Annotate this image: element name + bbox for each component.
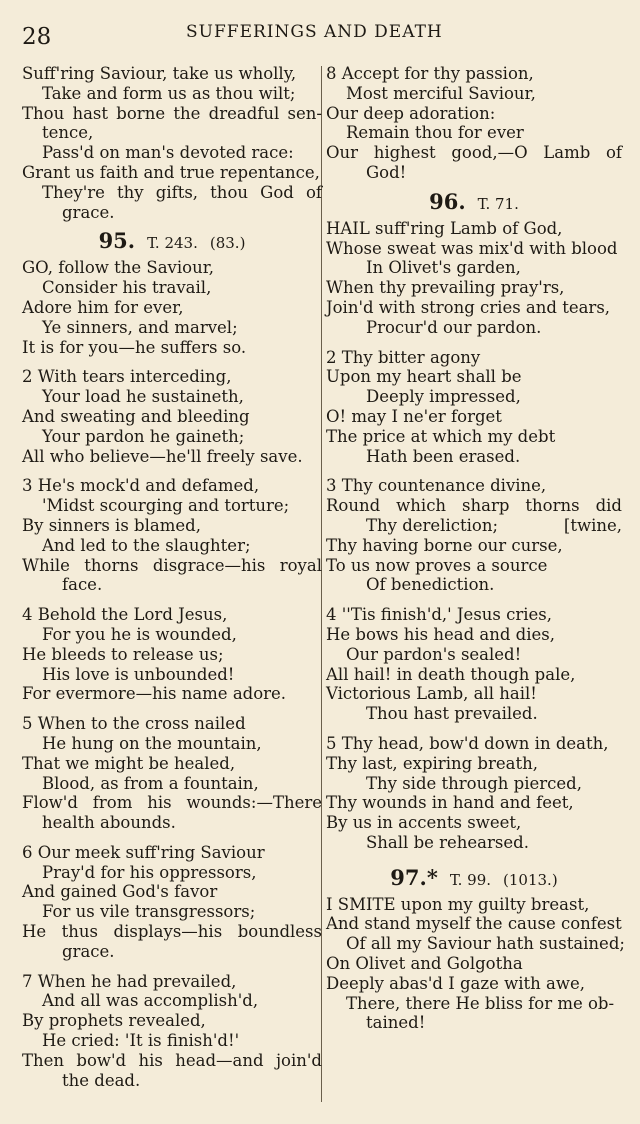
verse-line: 4 Behold the Lord Jesus, [22, 605, 228, 625]
tune-ref: T. 99. [449, 870, 492, 889]
hymn-95-verse-6 [22, 843, 322, 962]
verse-line: Of benediction. [366, 575, 495, 595]
verse-line: Shall be rehearsed. [366, 832, 529, 852]
verse-line: 3 Thy countenance divine, [326, 476, 547, 496]
verse-line: Thy wounds in hand and feet, [326, 793, 574, 813]
verse-line: Most merciful Saviour, [346, 83, 536, 103]
verse-line: And all was accomplish'd, [42, 991, 259, 1011]
verse-line: Grant us faith and true repentance, [22, 162, 320, 182]
verse-line: Thou hast prevailed. [366, 704, 538, 724]
verse-line: Victorious Lamb, all hail! [326, 684, 537, 704]
verse-line: tence, [42, 123, 94, 143]
verse-line: By sinners is blamed, [22, 515, 201, 535]
left-column [22, 64, 322, 1090]
hymn-96-verse-1 [326, 219, 622, 338]
verse-line: Remain thou for ever [346, 123, 524, 143]
verse-line: When thy prevailing pray'rs, [326, 278, 565, 298]
verse-line: Take and form us as thou wilt; [42, 83, 296, 103]
verse-line: I SMITE upon my guilty breast, [326, 894, 590, 914]
hymn-97-heading [326, 865, 622, 891]
verse-line: 'Midst scourging and torture; [42, 496, 290, 516]
verse-line: Ye sinners, and marvel; [42, 317, 238, 337]
hymn-number: 95. [98, 228, 136, 254]
verse-line: There, there He bliss for me ob- [346, 993, 615, 1013]
right-column [326, 64, 625, 1033]
verse-line [326, 516, 622, 536]
tune-ref: T. 243. [147, 234, 198, 253]
hymn-ref: (1013.) [503, 870, 558, 889]
verse-line: His love is unbounded! [42, 664, 235, 684]
page-number: 28 [22, 24, 52, 50]
hymn-95-verse-1 [22, 258, 322, 357]
verse-line: Our highest good,—O Lamb of [326, 143, 622, 163]
verse-line: 2 With tears interceding, [22, 367, 232, 387]
hymn-96-verse-5 [326, 734, 622, 853]
verse-line: Our deep adoration: [326, 103, 496, 123]
verse-line: Hath been erased. [366, 446, 521, 466]
verse-line: It is for you—he suffers so. [22, 337, 247, 357]
hymn-95-verse-3 [22, 476, 322, 595]
verse-line: Thy last, expiring breath, [326, 753, 538, 773]
verse-line: 4 ''Tis finish'd,' Jesus cries, [326, 605, 553, 625]
hymn-95-heading [22, 228, 322, 254]
hymn-96-verse-4 [326, 605, 622, 724]
verse-line: face. [62, 575, 103, 595]
verse-line: All who believe—he'll freely save. [22, 446, 303, 466]
verse-line: Your pardon he gaineth; [42, 426, 245, 446]
verse-line: He hung on the mountain, [42, 733, 262, 753]
verse-line: tained! [366, 1013, 426, 1033]
verse-line: By us in accents sweet, [326, 813, 522, 833]
verse-line: And sweating and bleeding [22, 406, 250, 426]
hymn-95-verse-7 [22, 972, 322, 1091]
hymn-95-verse-8 [326, 64, 622, 183]
verse-line: Suff'ring Saviour, take us wholly, [22, 64, 297, 83]
verse-line-text: Thy dereliction; [366, 515, 498, 535]
verse-line: He cried: 'It is finish'd!' [42, 1031, 240, 1051]
verse-line: 5 Thy head, bow'd down in death, [326, 733, 609, 753]
verse-line: grace. [62, 202, 115, 222]
verse-line: 8 Accept for thy passion, [326, 64, 534, 83]
verse-line: Round which sharp thorns did [326, 496, 622, 516]
verse-line: The price at which my debt [326, 426, 556, 446]
verse-line: Thy side through pierced, [366, 773, 582, 793]
hymn-97-verse-1 [326, 894, 625, 1034]
hymn-96-verse-2 [326, 348, 622, 467]
verse-line: Of all my Saviour hath sustained; [346, 934, 625, 954]
verse-line: He bows his head and dies, [326, 624, 555, 644]
verse-line: He thus displays—his boundless [22, 922, 322, 942]
verse-line: 7 When he had prevailed, [22, 971, 237, 991]
verse-line: In Olivet's garden, [366, 258, 521, 278]
verse-line: Deeply impressed, [366, 387, 521, 407]
verse-line: For you he is wounded, [42, 624, 237, 644]
verse-line: And led to the slaughter; [42, 535, 251, 555]
verse-line: And gained God's favor [22, 882, 218, 902]
hymn-96-heading [326, 189, 622, 215]
verse-line: 6 Our meek suff'ring Saviour [22, 842, 265, 862]
verse-line: Adore him for ever, [22, 297, 184, 317]
tune-ref: T. 71. [477, 194, 519, 213]
verse-line: 3 He's mock'd and defamed, [22, 476, 260, 496]
verse-line: Flow'd from his wounds:—There [22, 793, 322, 813]
verse-line: God! [366, 162, 407, 182]
verse-line: grace. [62, 941, 115, 961]
hymn-number: 97.* [390, 864, 438, 890]
verse-line: Blood, as from a fountain, [42, 773, 259, 793]
verse-line: Join'd with strong cries and tears, [326, 297, 611, 317]
verse-line: Procur'd our pardon. [366, 317, 542, 337]
verse-line: That we might be healed, [22, 753, 236, 773]
verse-line: For evermore—his name adore. [22, 684, 287, 704]
hymn-95-verse-5 [22, 714, 322, 833]
verse-line: Pass'd on man's devoted race: [42, 143, 294, 163]
hymn-95-verse-4 [22, 605, 322, 704]
hymn-96-verse-3 [326, 476, 622, 595]
verse-line: While thorns disgrace—his royal [22, 555, 322, 575]
verse-line: GO, follow the Saviour, [22, 258, 215, 278]
verse-line: Thou hast borne the dreadful sen- [22, 103, 322, 123]
hymn-95-verse-2 [22, 367, 322, 466]
verse-line: All hail! in death though pale, [326, 664, 576, 684]
hymn-number: 96. [429, 188, 466, 214]
verse-line: HAIL suff'ring Lamb of God, [326, 218, 563, 238]
verse-line: Thy having borne our curse, [326, 535, 563, 555]
verse-line: Deeply abas'd I gaze with awe, [326, 973, 585, 993]
turnover-text: [twine, [563, 515, 622, 535]
verse-line: 5 When to the cross nailed [22, 714, 246, 734]
verse-line: 2 Thy bitter agony [326, 347, 481, 367]
verse-line: Our pardon's sealed! [346, 644, 522, 664]
verse-line: the dead. [62, 1070, 141, 1090]
hymn-ref: (83.) [209, 234, 246, 253]
verse-line: And stand myself the cause confest [326, 914, 622, 934]
running-head: SUFFERINGS AND DEATH [186, 22, 443, 42]
verse-continuation [22, 64, 322, 222]
verse-line: Consider his travail, [42, 278, 212, 298]
verse-line: They're thy gifts, thou God of [42, 182, 322, 202]
verse-line: To us now proves a source [326, 555, 548, 575]
verse-line: O! may I ne'er forget [326, 406, 502, 426]
verse-line: He bleeds to release us; [22, 644, 224, 664]
verse-line: Pray'd for his oppressors, [42, 862, 257, 882]
verse-line: On Olivet and Golgotha [326, 954, 523, 974]
verse-line: Your load he sustaineth, [42, 387, 244, 407]
verse-line: Then bow'd his head—and join'd [22, 1050, 322, 1070]
verse-line: Upon my heart shall be [326, 367, 522, 387]
verse-line: By prophets revealed, [22, 1011, 206, 1031]
verse-line: Whose sweat was mix'd with blood [326, 238, 618, 258]
verse-line: health abounds. [42, 813, 176, 833]
verse-line: For us vile transgressors; [42, 902, 256, 922]
